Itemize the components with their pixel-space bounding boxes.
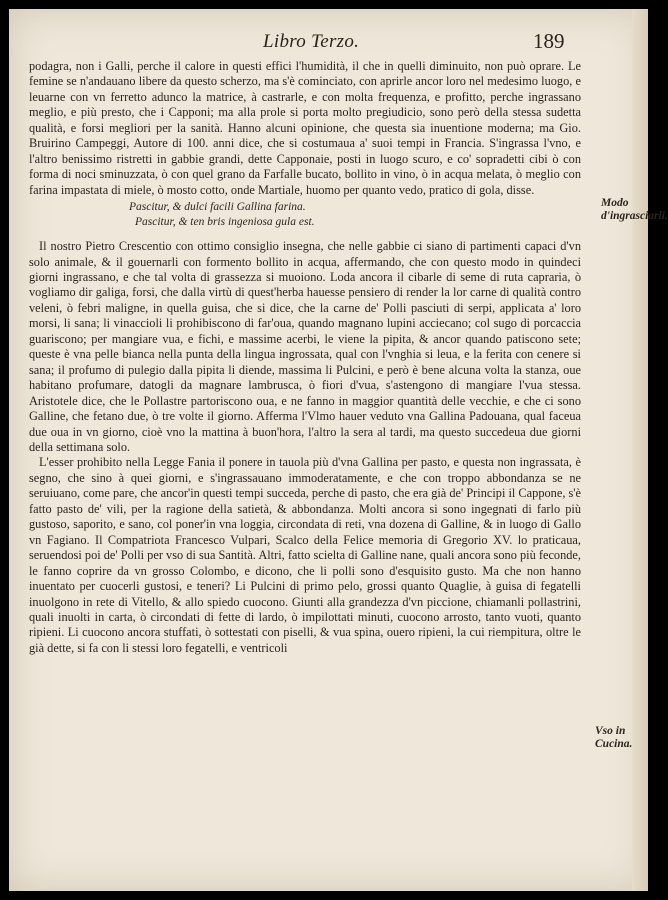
verse-quotation xyxy=(129,200,581,229)
paragraph: L'esser prohibito nella Legge Fania il ponere in tauola più d'vna Gallina per pasto, e questa non ingrassata, è segno, che sino à quei giorni, e s'ingrassauano immoderatamente, e che con troppo abbondanza se ne seruiuano, come pare, che ancor'in questi tempi succeda, perche di pasto, che era già de' Principi il Cappone, s'è fatto pasto de' vili, per la ragione della satietà, & abbondanza. Molti ancora si sono ingegnati di farlo più gustoso, saporito, e sano, col poner'in vna loggia, circondata di reti, vna dozena di Galline, & in luogo di Gallo vn Fagiano. Il Compatriota Francesco Vulpari, Scalco della Felice memoria di Gregorio XV. lo praticaua, seruendosi poi de' Polli per vso di sua Santità. Altri, fatto scielta di Galline nane, quali ancora sono più feconde, le fanno coprire da vn grosso Colombo, e dicono, che li polli sono d'esquisito gusto. Ma che non hanno inuentato per cuocerli gustosi, e teneri? Li Pulcini di primo pelo, grossi quanto Quaglie, à guisa di fegatelli inuolgono in rete di Vitello, & allo spiedo cuocono. Giunti alla grandezza d'vn piccione, chiamanli pollastrini, quali inuolti in carta, ò circondati di fette di lardo, ò impilottati minuti, cuocono arrosto, tanto vuoti, quanto ripieni. Li cuocono ancora stuffati, ò sottestati con piselli, & vua spina, ouero ripieni, la cui riempitura, oltre le già dette, si fa con li stessi loro fegatelli, e ventricoli xyxy=(29,455,581,655)
page-header xyxy=(9,31,648,61)
page-number: 189 xyxy=(533,29,565,53)
marginal-note: Vso in Cucina. xyxy=(595,725,633,750)
book-page xyxy=(9,9,668,891)
verse-line: Pascitur, & dulci facili Gallina farina. xyxy=(129,201,306,214)
page-edge-shadow xyxy=(632,9,648,891)
marginal-note: Modo d'ingrasciarli. xyxy=(601,197,668,222)
running-title: Libro Terzo. xyxy=(263,31,360,52)
paragraph: podagra, non i Galli, perche il calore in questi effici l'humidità, il che in quelli diminuito, non può oprare. Le femine se n'andauano libere da questo scherzo, ma s'è cominciato, con aprirle ancor loro nel medesimo luogo, e leuarne con vn ferretto adunco la matrice, à castrarle, e con molta frequenza, e profitto, perche ingrassano meglio, e più presto, che i Capponi; ma alla prole si porta molto pregiudicio, sono però della stessa sudetta qualità, e forsi megliori per la sanità. Hanno alcuni opinione, che questa sia inuentione moderna; ma Gio. Bruirino Campeggi, Autore di 100. anni dice, che si costumaua a' suoi tempi in Francia. S'ingrassa l'vno, e l'altro benissimo ristretti in gabbie grandi, dette Capponaie, posti in luogo scuro, e co' sopradetti cibi ò con forma di noci sminuzzata, ò con quel grano da Farfalle bucato, bollito in vino, ò in acqua melata, ò meglio con farina impastata di miele, ò mosto cotto, onde Martiale, huomo per quanto vedo, pratico di gola, disse. xyxy=(29,59,581,197)
verse-line: Pascitur, & ten bris ingeniosa gula est. xyxy=(135,215,315,228)
main-text-block xyxy=(29,59,581,656)
paragraph: Il nostro Pietro Crescentio con ottimo consiglio insegna, che nelle gabbie ci siano di partimenti capaci d'vn solo animale, & il gouernarli con formento bollito in acqua, affermando, che con questo modo in quindeci giorni ingrassano, e che tal volta di grassezza si muoiono. Loda ancora il cibarle di seme di ruta capraria, ò vogliamo dir galiga, forsi, che dalla virtù di quest'herba hauesse pensiero di render la lor carne di qualità contro veleni, ò febri maligne, in quella guisa, che si dice, che la carne de' Polli pasciuti di serpi, applicata a' loro morsi, li sana; li vinaccioli li prohibiscono di far'oua, quando magnano lupini acciecano; col sugo di porcaccia guariscono; per mangiare vua, e fichi, e massime acerbi, le viene la pipita, & ancor quando patiscono sete; queste è vna pelle bianca nella punta della lingua ingrossata, qual con l'vnghia si leua, e la ferita con cenere si sana; il profumo di pulegio dalla pipita li diende, massima li Pulcini, e però è bene alcuna volta la stanza, oue habitano profumare, datogli da magnare lambrusca, ò fiori d'vua, s'astengono di mangiare l'vua stessa. Aristotele dice, che le Pollastre partoriscono oua, e ne fanno in maggior quantità delle vecchie, e che ci sono Galline, che fetano due, ò tre volte il giorno. Afferma l'Vlmo hauer veduto vna Gallina Padouana, qual faceua due oua in vn giorno, cioè vno la mattina à buon'hora, l'altro la sera al tardi, ma questo succedeua due giorni della settimana solo. xyxy=(29,239,581,454)
